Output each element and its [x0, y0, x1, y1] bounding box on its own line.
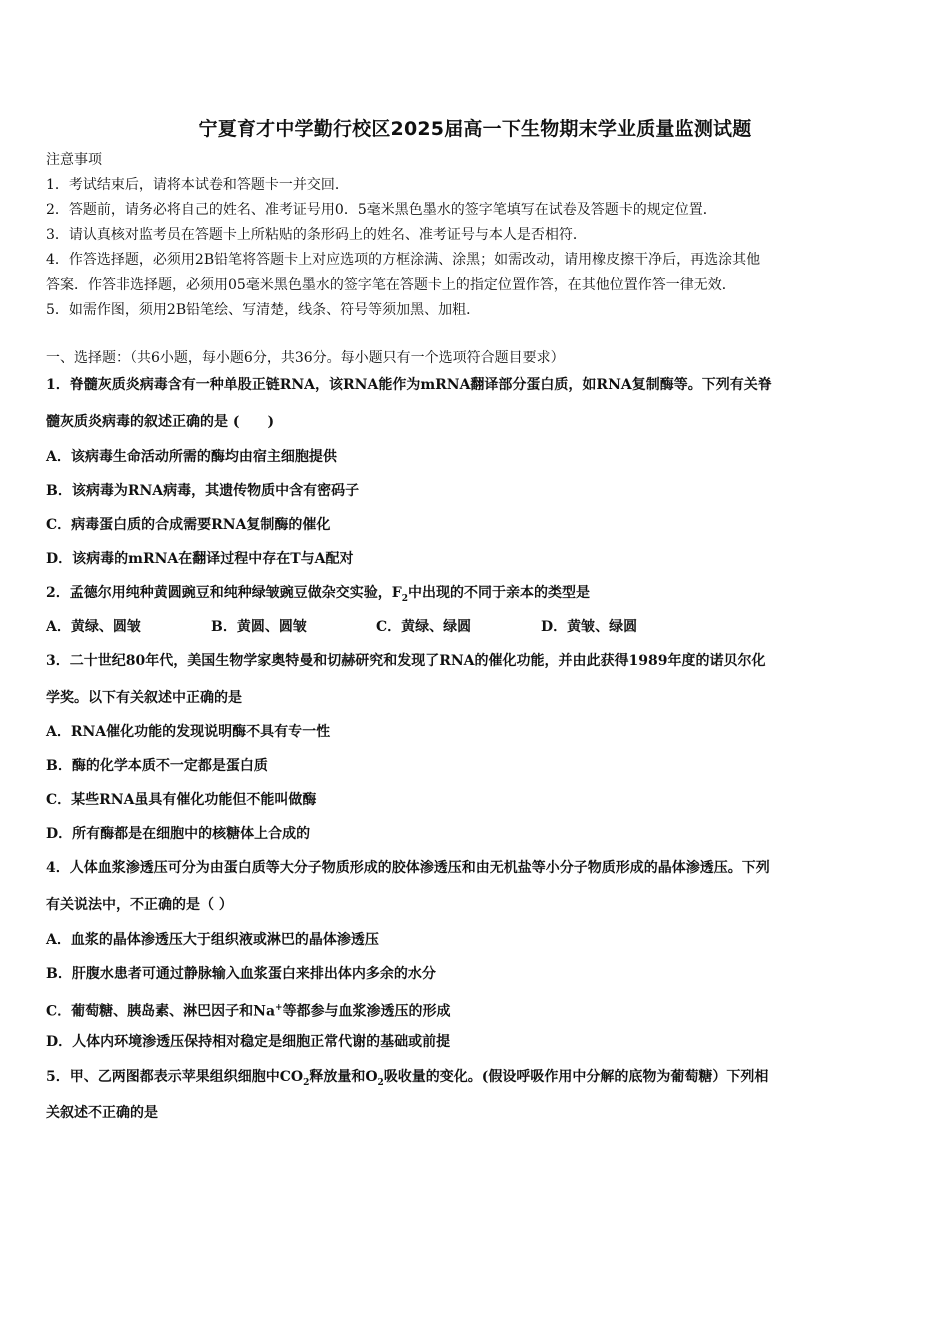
q4-option-a: A．血浆的晶体渗透压大于组织液或淋巴的晶体渗透压: [46, 932, 379, 948]
q2-option-a: A．黄绿、圆皱: [46, 619, 141, 635]
notice-item-1: 1．考试结束后，请将本试卷和答题卡一并交回．: [46, 177, 349, 193]
q1-stem: 1．脊髓灰质炎病毒含有一种单股正链RNA，该RNA能作为mRNA翻译部分蛋白质，如RNA复制酶等。下列有关脊: [46, 377, 772, 393]
q1-option-c: C．病毒蛋白质的合成需要RNA复制酶的催化: [46, 517, 331, 533]
q1-option-a: A．该病毒生命活动所需的酶均由宿主细胞提供: [46, 449, 337, 465]
q1-option-d: D．该病毒的mRNA在翻译过程中存在T与A配对: [46, 551, 354, 567]
q5-stem-cont: 关叙述不正确的是: [46, 1105, 158, 1121]
notice-item-4: 4．作答选择题，必须用2B铅笔将答题卡上对应选项的方框涂满、涂黑；如需改动，请用橡皮擦干净后，再选涂其他: [46, 252, 761, 268]
q4-option-b: B．肝腹水患者可通过静脉输入血浆蛋白来排出体内多余的水分: [46, 966, 436, 982]
q4-stem: 4．人体血浆渗透压可分为由蛋白质等大分子物质形成的胶体渗透压和由无机盐等小分子物质形成的晶体渗透压。下列: [46, 860, 770, 876]
q2-option-b: B．黄圆、圆皱: [211, 619, 307, 635]
q2-subscript: 2: [401, 593, 408, 604]
q3-stem: 3．二十世纪80年代，美国生物学家奥特曼和切赫研究和发现了RNA的催化功能，并由此获得1989年度的诺贝尔化: [46, 653, 766, 669]
q2-stem-text: 2．孟德尔用纯种黄圆豌豆和纯种绿皱豌豆做杂交实验，F: [46, 585, 402, 601]
notice-item-3: 3．请认真核对监考员在答题卡上所粘贴的条形码上的姓名、准考证号与本人是否相符．: [46, 227, 587, 243]
q4-stem-cont: 有关说法中，不正确的是（ ）: [46, 897, 233, 913]
q2-option-d: D．黄皱、绿圆: [541, 619, 638, 635]
q4-option-d: D．人体内环境渗透压保持相对稳定是细胞正常代谢的基础或前提: [46, 1034, 451, 1050]
q5-subscript-2: 2: [377, 1077, 384, 1088]
q1-option-b: B．该病毒为RNA病毒，其遗传物质中含有密码子: [46, 483, 360, 499]
notice-item-5: 5．如需作图，须用2B铅笔绘、写清楚，线条、符号等须加黑、加粗．: [46, 302, 481, 318]
q5-stem-text-3: 吸收量的变化。(假设呼吸作用中分解的底物为葡萄糖）下列相: [383, 1069, 769, 1085]
notice-item-4-cont: 答案．作答非选择题，必须用05毫米黑色墨水的签字笔在答题卡上的指定位置作答，在其他位置作答一律无效．: [46, 277, 736, 293]
q5-stem-text-2: 释放量和O: [309, 1069, 378, 1085]
q5-stem-text-1: 5．甲、乙两图都表示苹果组织细胞中CO: [46, 1069, 304, 1085]
q4-option-c: [46, 998, 451, 1022]
q3-option-c: C．某些RNA虽具有催化功能但不能叫做酶: [46, 792, 317, 808]
q5-stem: [46, 1067, 768, 1093]
q4-option-c-text: C．葡萄糖、胰岛素、淋巴因子和Na: [46, 1003, 276, 1020]
q3-stem-cont: 学奖。以下有关叙述中正确的是: [46, 690, 242, 706]
q2-option-c: C．黄绿、绿圆: [376, 619, 472, 635]
section-heading: 一、选择题：（共6小题，每小题6分，共36分。每小题只有一个选项符合题目要求）: [46, 350, 565, 366]
q4-superscript: +: [275, 1003, 283, 1013]
q3-option-d: D．所有酶都是在细胞中的核糖体上合成的: [46, 826, 311, 842]
q4-option-c-text-end: 等都参与血浆渗透压的形成: [282, 1003, 451, 1020]
q1-stem-cont: 髓灰质炎病毒的叙述正确的是 ( ): [46, 414, 275, 430]
notice-item-2: 2．答题前，请务必将自己的姓名、准考证号用0．5毫米黑色墨水的签字笔填写在试卷及答题卡的规定位置．: [46, 202, 717, 218]
exam-title: 宁夏育才中学勤行校区2025届高一下生物期末学业质量监测试题: [198, 118, 752, 140]
q2-options: [46, 617, 637, 637]
q2-stem: [46, 583, 590, 609]
q3-option-a: A．RNA催化功能的发现说明酶不具有专一性: [46, 724, 331, 740]
notice-heading: 注意事项: [46, 152, 102, 168]
q3-option-b: B．酶的化学本质不一定都是蛋白质: [46, 758, 268, 774]
q2-stem-text-end: 中出现的不同于亲本的类型是: [407, 585, 590, 601]
q5-subscript-1: 2: [303, 1077, 310, 1088]
